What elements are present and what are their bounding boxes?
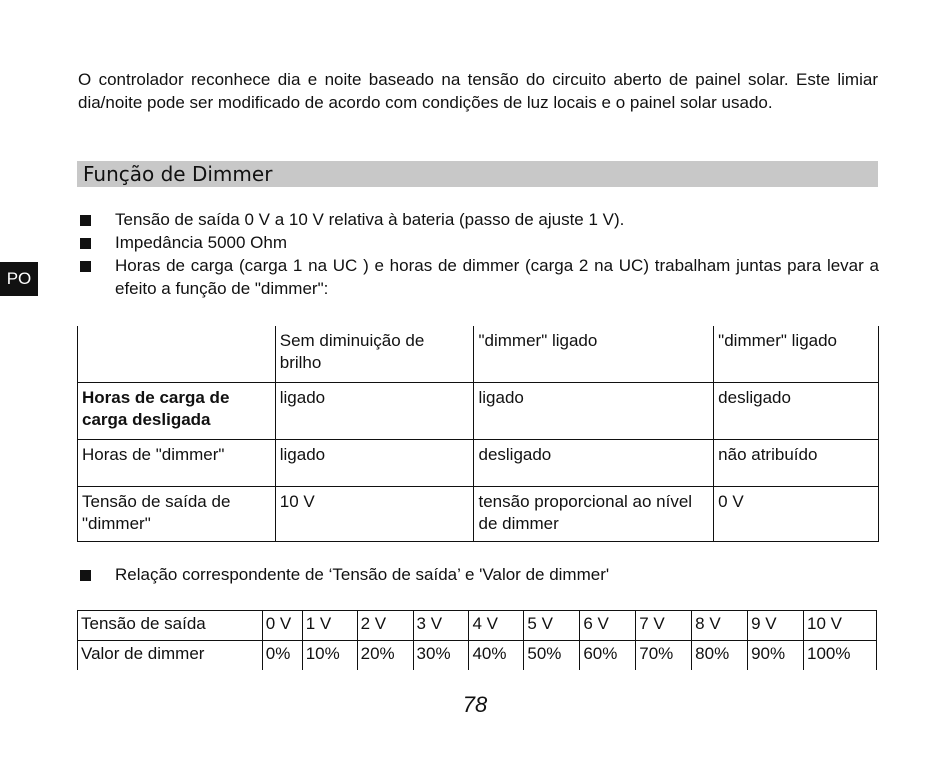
table-cell: desligado (714, 383, 879, 440)
table-cell: 30% (413, 641, 469, 671)
table-cell: 10% (302, 641, 357, 671)
table-row (78, 487, 879, 542)
table-cell: 0% (262, 641, 302, 671)
table-cell: 5 V (524, 611, 580, 641)
table-header-cell: Sem diminuição de brilho (275, 326, 474, 383)
bullet-item: Impedância 5000 Ohm (78, 231, 879, 254)
bullet-item: Horas de carga (carga 1 na UC ) e horas de dimmer (carga 2 na UC) trabalham juntas para levar a efeito a função de "dimmer": (78, 254, 879, 300)
dimmer-mode-table (77, 326, 879, 542)
table-cell: 50% (524, 641, 580, 671)
table-cell: 10 V (804, 611, 877, 641)
language-tab: PO (0, 262, 38, 296)
table-cell: 70% (636, 641, 692, 671)
table-row-label: Horas de carga de carga desligada (78, 383, 276, 440)
voltage-dimmer-table (77, 610, 877, 670)
table-cell: não atribuído (714, 440, 879, 487)
table-cell: 90% (748, 641, 804, 671)
table-row-label: Tensão de saída de "dimmer" (78, 487, 276, 542)
table-row-label: Tensão de saída (78, 611, 263, 641)
table-row-label: Valor de dimmer (78, 641, 263, 671)
table-cell (78, 326, 276, 383)
table-row (78, 326, 879, 383)
table-cell: 8 V (692, 611, 748, 641)
table-row (78, 383, 879, 440)
section-header (77, 161, 878, 187)
table-cell: ligado (275, 440, 474, 487)
table-cell: 0 V (262, 611, 302, 641)
table-cell: 7 V (636, 611, 692, 641)
table-cell: 6 V (580, 611, 636, 641)
bullet-item: Relação correspondente de ‘Tensão de saída’ e 'Valor de dimmer' (78, 563, 879, 586)
bullet-square-icon (80, 215, 91, 226)
bullet-square-icon (80, 261, 91, 272)
bullet-list (78, 563, 879, 586)
table-header-cell: "dimmer" ligado (474, 326, 714, 383)
table-cell: 3 V (413, 611, 469, 641)
table-row (78, 641, 877, 671)
table-cell: 20% (357, 641, 413, 671)
intro-paragraph: O controlador reconhece dia e noite baseado na tensão do circuito aberto de painel solar. Este limiar dia/noite pode ser modificado de acordo com condições de luz locais e o painel solar usado. (78, 70, 878, 112)
table-cell: 100% (804, 641, 877, 671)
table-cell: 80% (692, 641, 748, 671)
page-number: 78 (462, 692, 488, 717)
table-cell: 2 V (357, 611, 413, 641)
table-cell: desligado (474, 440, 714, 487)
table-cell: 1 V (302, 611, 357, 641)
section-title: Função de Dimmer (83, 162, 273, 186)
bullet-item: Tensão de saída 0 V a 10 V relativa à bateria (passo de ajuste 1 V). (78, 208, 879, 231)
table-cell: 40% (469, 641, 524, 671)
table-row-label: Horas de "dimmer" (78, 440, 276, 487)
table-cell: 4 V (469, 611, 524, 641)
table-row (78, 611, 877, 641)
table-row (78, 440, 879, 487)
table-cell: tensão proporcional ao nível de dimmer (474, 487, 714, 542)
table-cell: ligado (275, 383, 474, 440)
table-cell: 9 V (748, 611, 804, 641)
table-cell: 10 V (275, 487, 474, 542)
table-cell: ligado (474, 383, 714, 440)
bullet-square-icon (80, 570, 91, 581)
table-cell: 60% (580, 641, 636, 671)
table-header-cell: "dimmer" ligado (714, 326, 879, 383)
table-cell: 0 V (714, 487, 879, 542)
bullet-square-icon (80, 238, 91, 249)
bullet-list (78, 208, 879, 300)
